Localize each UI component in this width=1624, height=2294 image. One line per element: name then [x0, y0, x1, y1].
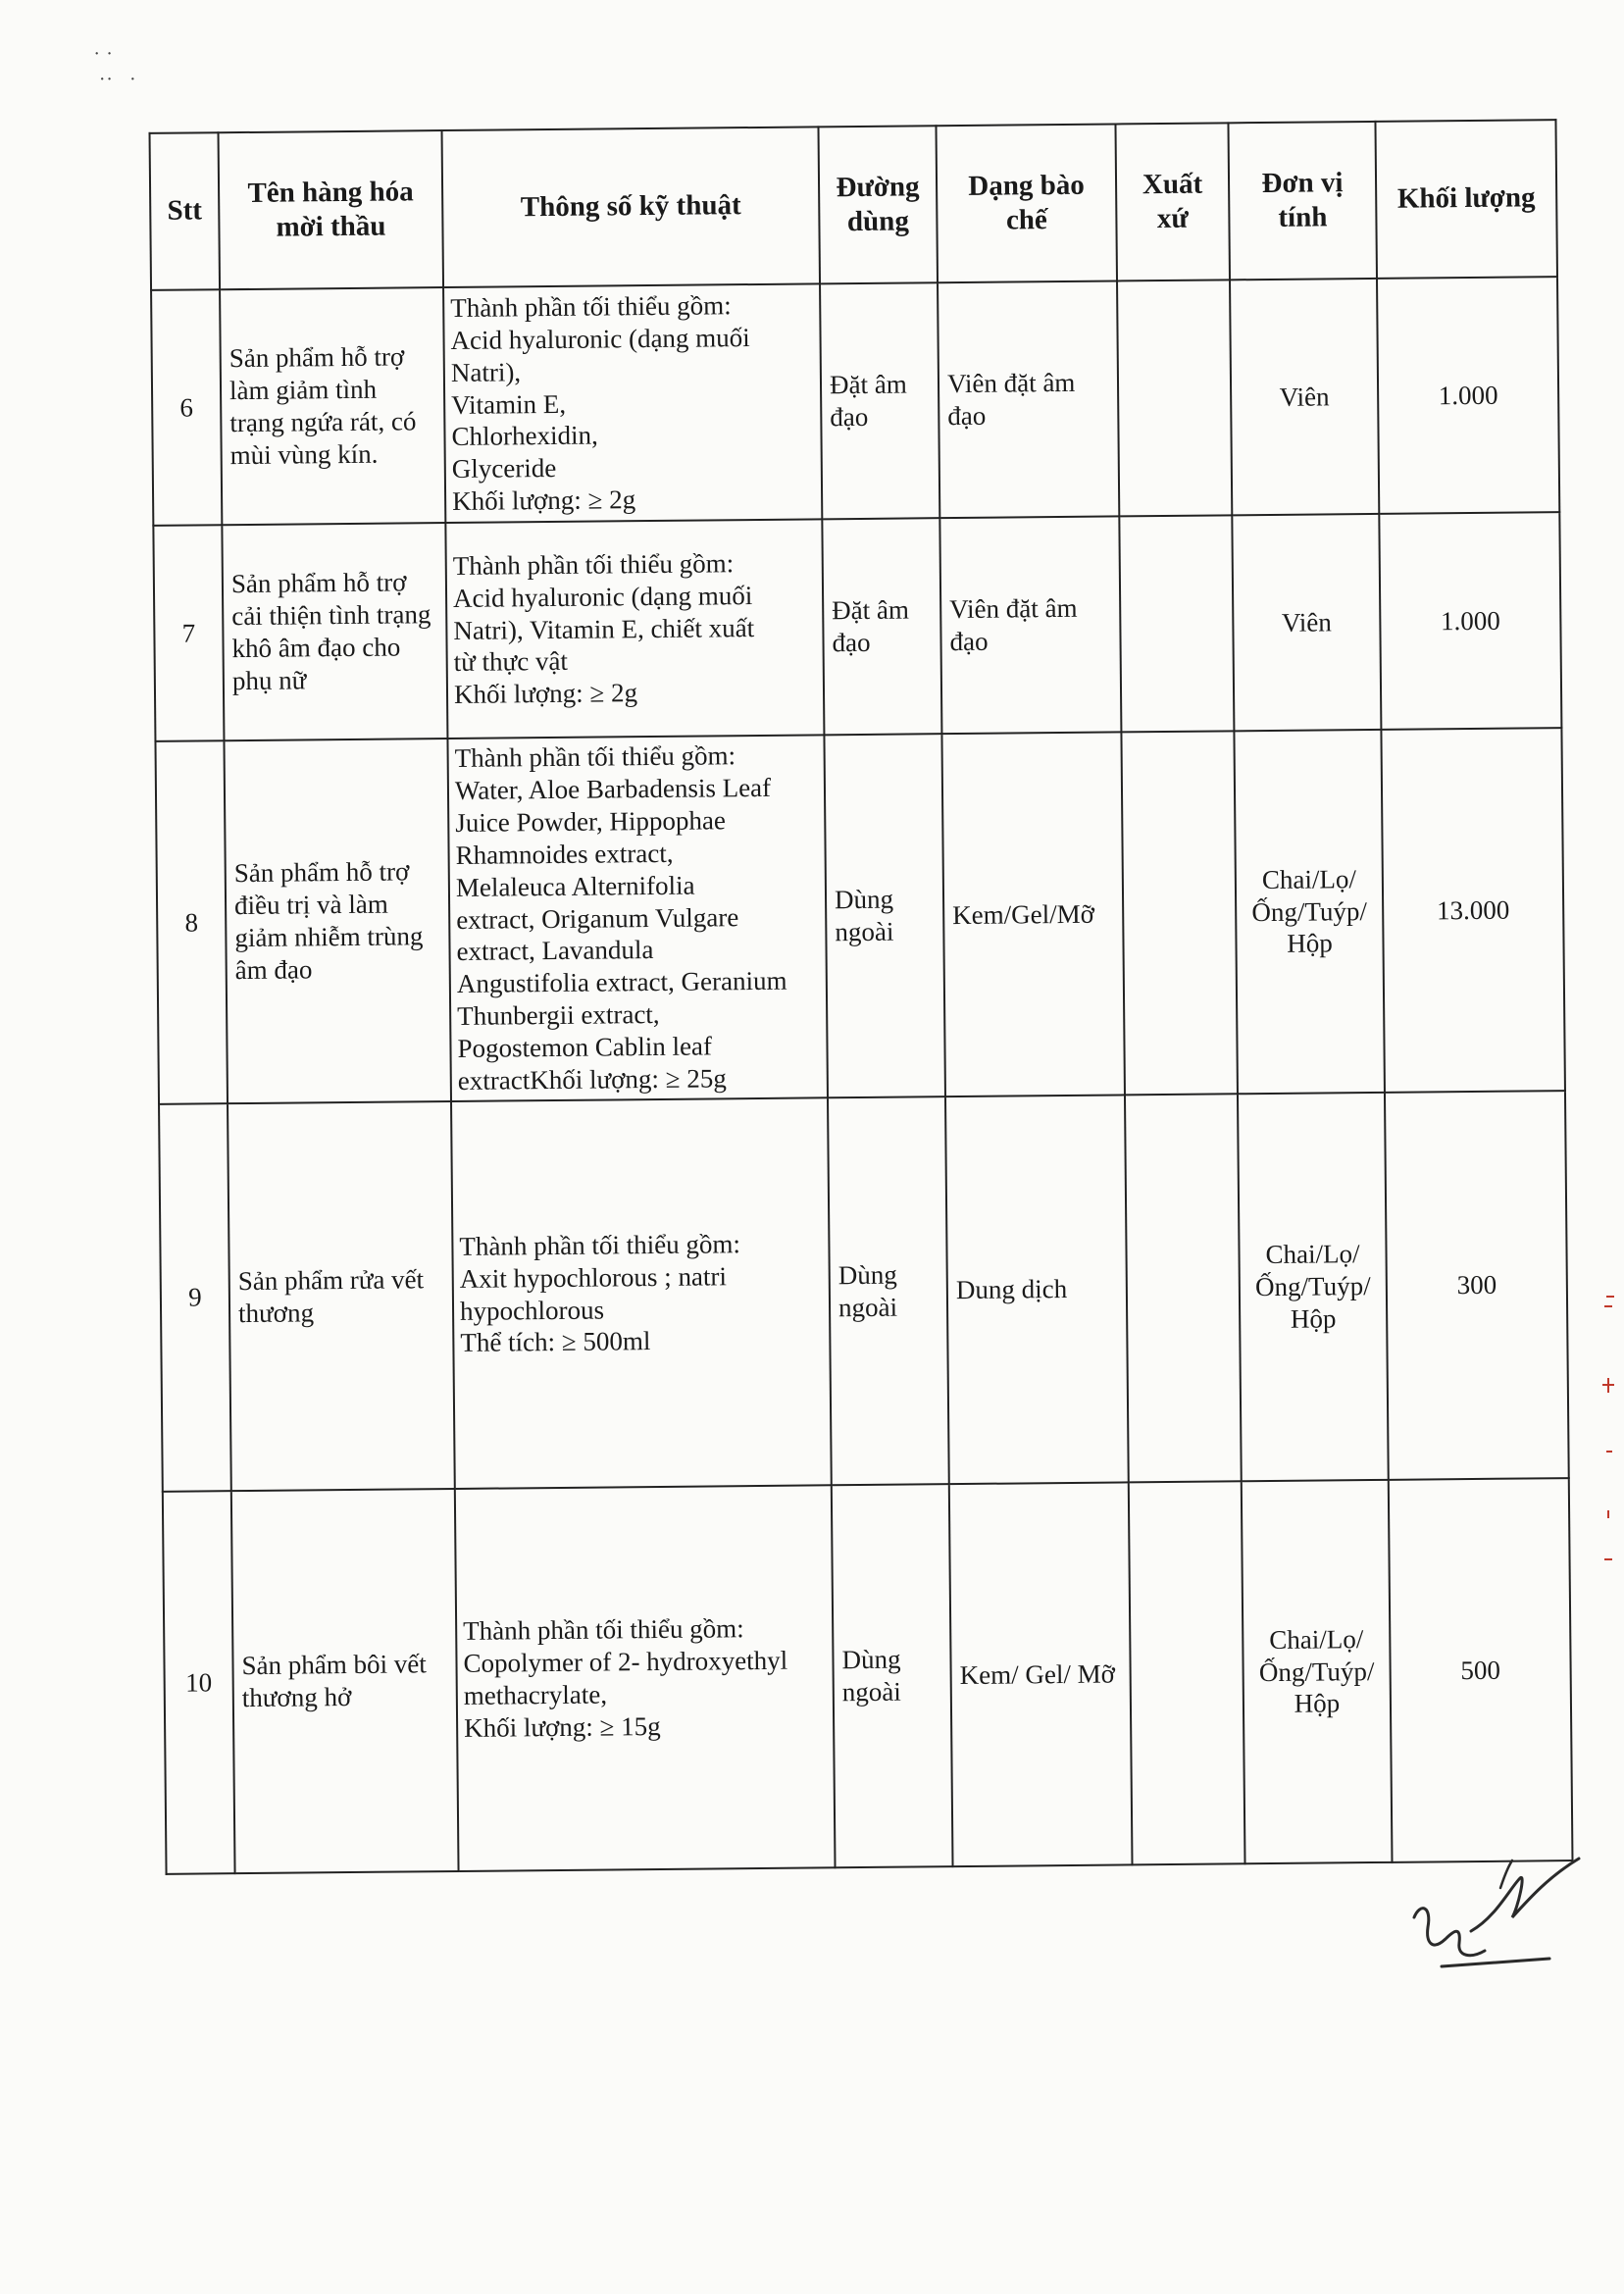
- table-row: [163, 1478, 1573, 1874]
- header-spec: Thông số kỹ thuật: [442, 127, 821, 287]
- cell-spec: [443, 283, 822, 523]
- cell-form: Kem/Gel/Mỡ: [941, 732, 1125, 1096]
- spec-line: từ thực vật: [453, 646, 569, 678]
- spec-line: Acid hyaluronic (dạng muối: [450, 322, 750, 355]
- spec-line: hypochlorous: [459, 1295, 605, 1326]
- spec-line: Vitamin E,: [451, 388, 567, 420]
- cell-stt: 10: [163, 1491, 235, 1874]
- spec-line: Khối lượng: ≥ 2g: [453, 678, 638, 710]
- table-row: [151, 277, 1559, 526]
- spec-line: methacrylate,: [463, 1679, 608, 1710]
- cell-form: Dung dịch: [945, 1095, 1129, 1484]
- spec-line: Thành phần tối thiểu gồm:: [452, 547, 735, 581]
- cell-unit: Chai/Lọ/ Ống/Tuýp/ Hộp: [1238, 1093, 1389, 1481]
- spec-line: Thunbergii extract,: [457, 999, 660, 1032]
- cell-unit: Viên: [1232, 514, 1381, 731]
- cell-spec: [445, 519, 824, 739]
- cell-name: Sản phẩm hỗ trợ làm giảm tình trạng ngứa rát, có mùi vùng kín.: [220, 287, 445, 525]
- header-form: Dạng bào chế: [936, 124, 1117, 282]
- cell-spec: [451, 1097, 832, 1489]
- cell-route: Dùng ngoài: [828, 1096, 949, 1485]
- spec-line: Chlorhexidin,: [451, 421, 598, 452]
- header-name: Tên hàng hóa mời thầu: [219, 130, 444, 289]
- header-route: Đường dùng: [818, 126, 938, 283]
- spec-line: Natri), Vitamin E, chiết xuất: [453, 612, 755, 645]
- spec-line: extractKhối lượng: ≥ 25g: [457, 1063, 727, 1096]
- cell-route: Đặt âm đạo: [822, 518, 941, 735]
- header-stt: Stt: [150, 132, 221, 290]
- header-qty: Khối lượng: [1375, 120, 1557, 279]
- cell-form: Kem/ Gel/ Mỡ: [949, 1482, 1133, 1866]
- spec-line: Axit hypochlorous ; natri: [459, 1260, 728, 1294]
- cell-route: Đặt âm đạo: [820, 282, 939, 519]
- spec-line: Thành phần tối thiểu gồm:: [454, 740, 736, 773]
- cell-origin: [1129, 1481, 1245, 1864]
- cell-origin: [1125, 1094, 1242, 1482]
- header-origin: Xuất xứ: [1115, 123, 1230, 280]
- cell-route: Dùng ngoài: [832, 1484, 953, 1867]
- spec-line: Acid hyaluronic (dạng muối: [452, 580, 753, 613]
- cell-name: Sản phẩm hỗ trợ điều trị và làm giảm nhiễm trùng âm đạo: [224, 739, 451, 1103]
- cell-name: Sản phẩm rửa vết thương: [228, 1101, 455, 1491]
- cell-name: Sản phẩm hỗ trợ cải thiện tình trạng khô âm đạo cho phụ nữ: [222, 523, 447, 740]
- spec-line: Juice Powder, Hippophae: [455, 805, 727, 838]
- spec-line: Pogostemon Cablin leaf: [457, 1031, 713, 1064]
- cell-unit: Chai/Lọ/ Ống/Tuýp/ Hộp: [1234, 730, 1385, 1094]
- spec-line: Thành phần tối thiểu gồm:: [463, 1613, 744, 1647]
- spec-line: Angustifolia extract, Geranium: [456, 966, 787, 999]
- spec-line: extract, Origanum Vulgare: [456, 901, 739, 935]
- spec-line: Natri),: [450, 356, 522, 387]
- cell-qty: 13.000: [1381, 728, 1565, 1093]
- bid-items-table: [149, 119, 1574, 1875]
- spec-line: Thành phần tối thiểu gồm:: [459, 1228, 741, 1261]
- cell-route: Dùng ngoài: [824, 734, 945, 1097]
- spec-line: Rhamnoides extract,: [455, 838, 674, 870]
- cell-stt: 9: [159, 1103, 231, 1492]
- cell-stt: 6: [151, 289, 222, 526]
- cell-origin: [1119, 515, 1234, 732]
- spec-line: Khối lượng: ≥ 2g: [451, 484, 636, 517]
- cell-name: Sản phẩm bôi vết thương hở: [231, 1489, 459, 1873]
- edge-marks: [1599, 1285, 1618, 1579]
- cell-form: Viên đặt âm đạo: [938, 280, 1119, 518]
- spec-line: Thành phần tối thiểu gồm:: [450, 289, 732, 323]
- cell-unit: Chai/Lọ/ Ống/Tuýp/ Hộp: [1242, 1480, 1393, 1863]
- cell-qty: 1.000: [1377, 277, 1559, 514]
- spec-line: extract, Lavandula: [456, 935, 654, 967]
- table-row: [155, 728, 1564, 1104]
- spec-line: Water, Aloe Barbadensis Leaf: [454, 772, 772, 805]
- cell-qty: 1.000: [1379, 512, 1561, 730]
- cell-stt: 7: [153, 525, 224, 741]
- corner-specks: ˙ ˙ ˙˙ ˙: [93, 47, 136, 97]
- spec-line: Melaleuca Alternifolia: [455, 870, 695, 902]
- cell-form: Viên đặt âm đạo: [939, 516, 1121, 734]
- cell-spec: [447, 735, 828, 1101]
- spec-line: Thể tích: ≥ 500ml: [460, 1326, 651, 1358]
- document-page: [149, 119, 1572, 1873]
- cell-qty: 500: [1389, 1478, 1573, 1862]
- cell-origin: [1121, 731, 1238, 1095]
- cell-stt: 8: [155, 740, 228, 1104]
- spec-line: Khối lượng: ≥ 15g: [464, 1710, 661, 1743]
- table-row: [159, 1091, 1569, 1492]
- table-header-row: [150, 120, 1557, 290]
- cell-qty: 300: [1385, 1091, 1569, 1480]
- cell-spec: [455, 1485, 836, 1871]
- spec-line: Copolymer of 2- hydroxyethyl: [463, 1645, 788, 1678]
- header-unit: Đơn vị tính: [1228, 122, 1377, 280]
- spec-line: Glyceride: [451, 453, 557, 484]
- cell-unit: Viên: [1230, 279, 1379, 515]
- cell-origin: [1117, 280, 1232, 516]
- handwritten-signature: [1402, 1849, 1589, 1996]
- table-row: [153, 512, 1561, 741]
